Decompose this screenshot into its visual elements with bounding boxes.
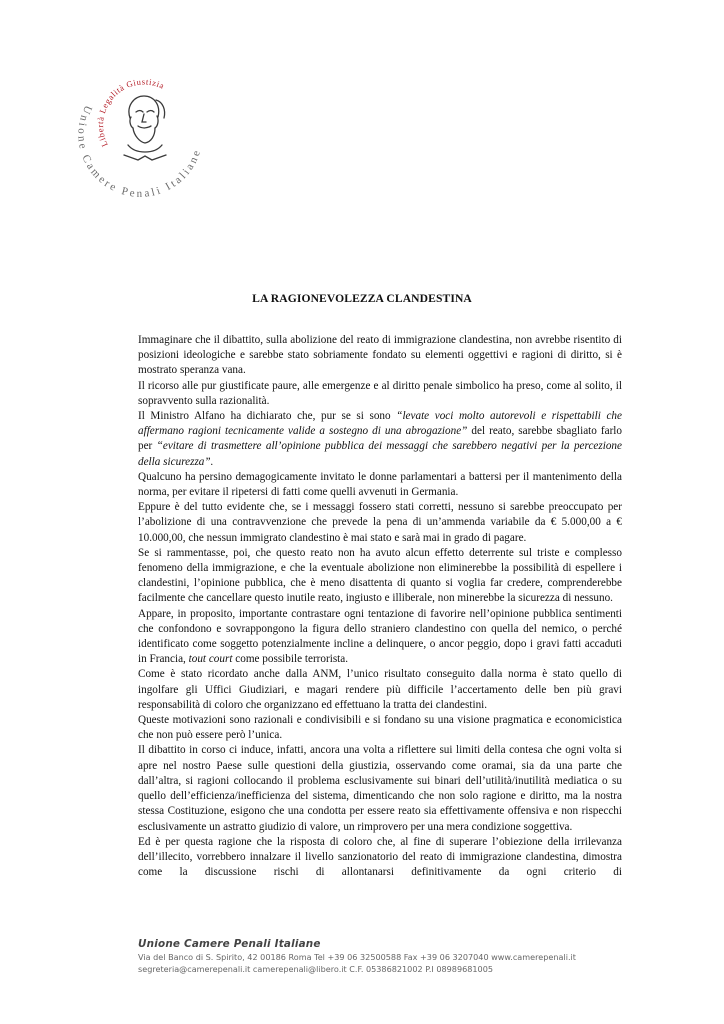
paragraph-text: Immaginare che il dibattito, sulla abolizione del reato di immigrazione clandestina, non avrebbe risentito di posizioni ideologiche e sarebbe stato sobriamente fondato su elementi oggettivi e ragioni di diritto, si è mostrato speranza vana. [138, 334, 622, 377]
body-paragraph [138, 470, 622, 500]
paragraph-text: Il dibattito in corso ci induce, infatti, ancora una volta a riflettere sui limiti della contesa che ogni volta si apre nel nostro Paese sulle questioni della giustizia, osservando come oramai, sia da una parte che dall’altra, si ragioni collocando il problema esclusivamente sui binari dell’utilità/inutilità mediatica o su quello dell’efficienza/inefficienza del sistema, dimenticando che non solo ragione e diritto, ma la nostra stessa Costituzione, esigono che una condotta per essere reato sia effettivamente offensiva e non rispecchi esclusivamente un astratto giudizio di valore, un rimprovero per una mera condizione soggettiva. [138, 744, 622, 833]
letterhead-footer [138, 938, 638, 974]
body-paragraph [138, 713, 622, 743]
logo-arc-text-inner: Libertà Legalità Giustizia [95, 76, 167, 149]
body-paragraph [138, 607, 622, 668]
body-paragraph [138, 500, 622, 546]
ucpi-logo [68, 60, 218, 200]
body-paragraph [138, 835, 622, 881]
paragraph-text: Ed è per questa ragione che la risposta di coloro che, al fine di superare l’obiezione della irrilevanza dell’illecito, vorrebbero innalzare il livello sanzionatorio del reato di immigrazione clandestina, dimostra come la discussione rischi di allontanarsi definitivamente da ogni criterio di [138, 835, 622, 879]
footer-contacts: segreteria@camerepenali.it camerepenali@libero.it C.F. 05386821002 P.I 08989681005 [138, 964, 493, 974]
quoted-italic-text: “evitare di trasmettere all’opinione pubblica dei messaggi che sarebbero negativi per la percezione della sicurezza”. [138, 440, 622, 468]
quoted-italic-text: tout court [188, 653, 233, 666]
body-paragraph [138, 333, 622, 379]
paragraph-text: Come è stato ricordato anche dalla ANM, l’unico risultato conseguito dalla norma è stato quello di ingolfare gli Uffici Giudiziari, e magari rendere più difficile l’accertamento delle ben più gravi responsabilità di coloro che organizzano ed effettuano la tratta dei clandestini. [138, 668, 622, 711]
paragraph-text: Il ricorso alle pur giustificate paure, alle emergenze e al diritto penale simbolico ha preso, come al solito, il sopravvento sulla razionalità. [138, 379, 622, 407]
paragraph-text: Se si rammentasse, poi, che questo reato non ha avuto alcun effetto deterrente sul triste e complesso fenomeno della immigrazione, e che la eventuale abolizione non eliminerebbe la possibilità di espellere i clandestini, l’opinione pubblica, che è meno disattenta di quanto si voglia far credere, comprenderebbe facilmente che cancellare questo inutile reato, ingiusto e illiberale, non minerebbe la sicurezza di nessuno. [138, 546, 622, 605]
footer-organization: Unione Camere Penali Italiane [138, 938, 321, 950]
body-paragraph [138, 546, 622, 607]
paragraph-text: Queste motivazioni sono razionali e condivisibili e si fondano su una visione pragmatica e economicistica che non può essere però l’unica. [138, 714, 622, 742]
logo-arc-text-outer: Unione Camere Penali Italiane [75, 103, 204, 200]
logo-portrait-icon [124, 96, 166, 160]
body-paragraph [138, 409, 622, 470]
quoted-italic-text: “levate voci molto autorevoli e rispettabili che affermano ragioni tecnicamente valide a sostegno di una abrogazione” [138, 410, 622, 438]
paragraph-text: Appare, in proposito, importante contrastare ogni tentazione di favorire nell’opinione pubblica sentimenti che confondono e sovrappongono la figura dello straniero clandestino con quella del nemico, o perché identificato come soggetto potenzialmente incline a delinquere, o ancor peggio, dopo i gravi fatti accaduti in Francia, [138, 607, 622, 666]
paragraph-text: Eppure è del tutto evidente che, se i messaggi fossero stati corretti, nessuno si sarebbe preoccupato per l’abolizione di una contravvenzione che prevede la pena di un’ammenda variabile da € 5.000,00 a € 10.000,00, che nessun immigrato clandestino è mai stato e sarà mai in grado di pagare. [138, 501, 622, 544]
body-paragraph [138, 379, 622, 409]
paragraph-text: come possibile terrorista. [232, 653, 349, 666]
document-body [138, 333, 622, 880]
body-paragraph [138, 667, 622, 713]
paragraph-text: Il Ministro Alfano ha dichiarato che, pur se si sono [138, 410, 397, 423]
paragraph-text: del reato, sarebbe sbagliato farlo per [138, 425, 622, 453]
paragraph-text: Qualcuno ha persino demagogicamente invitato le donne parlamentari a battersi per il mantenimento della norma, per evitare il ripetersi di fatti come quelli avvenuti in Germania. [138, 470, 622, 499]
document-title: LA RAGIONEVOLEZZA CLANDESTINA [252, 292, 472, 305]
footer-address: Via del Banco di S. Spirito, 42 00186 Roma Tel +39 06 32500588 Fax +39 06 3207040 www.camerepenali.it [138, 952, 576, 962]
body-paragraph [138, 743, 622, 834]
